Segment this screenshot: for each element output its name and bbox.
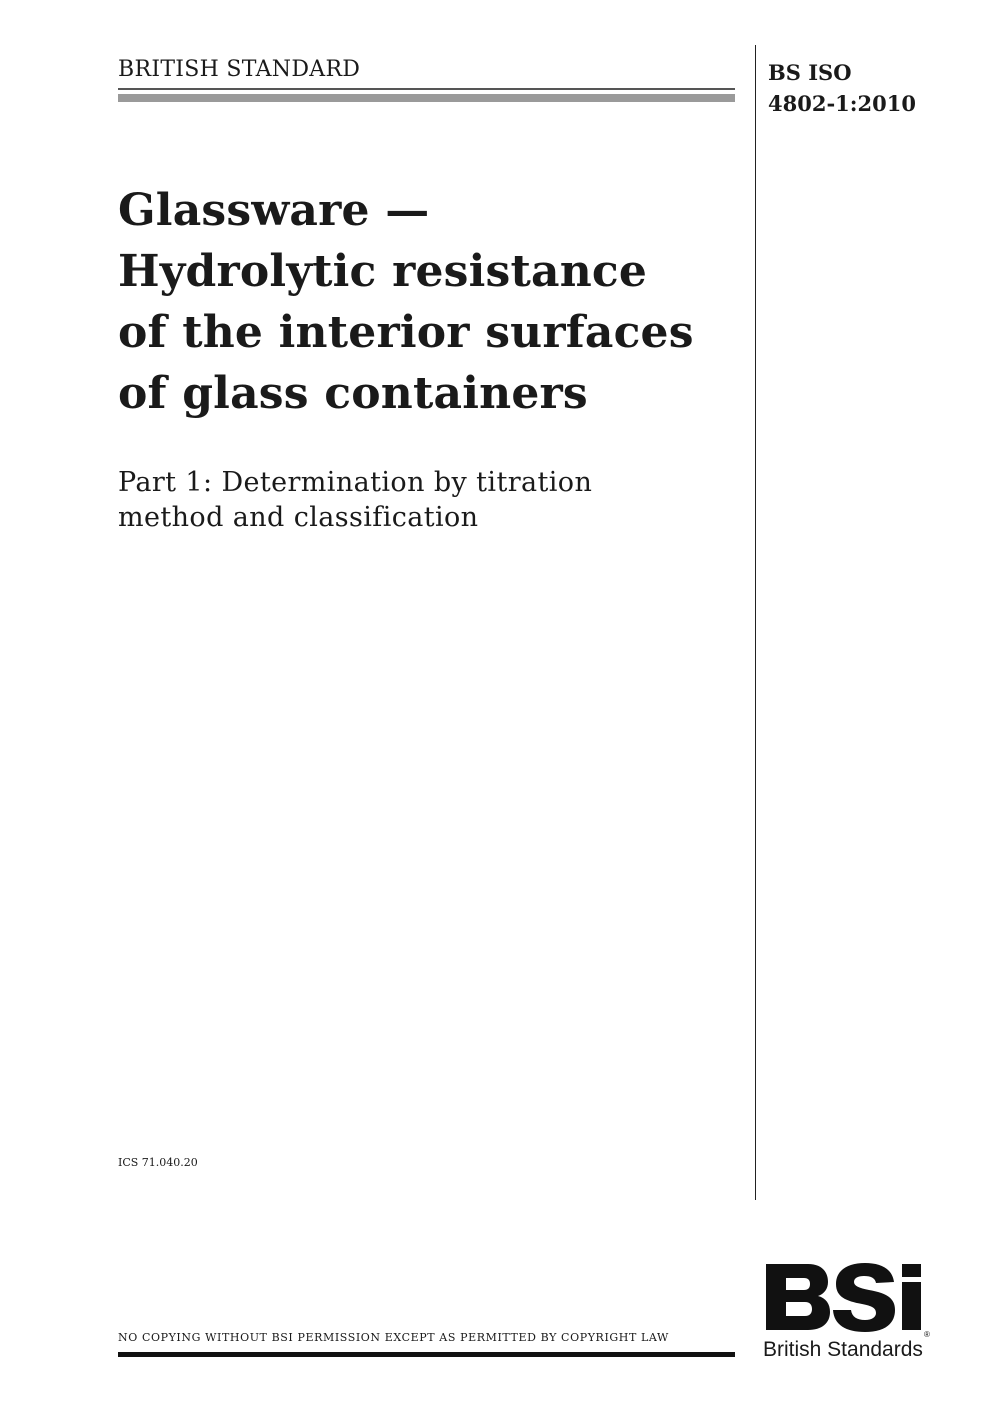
header-rule-thin <box>118 88 735 90</box>
registered-mark: ® <box>924 1330 930 1339</box>
document-title <box>118 180 738 424</box>
footer-rule <box>118 1352 735 1357</box>
standard-number-line1: BS ISO <box>768 60 852 85</box>
part-title <box>118 465 738 535</box>
vertical-divider <box>755 45 756 1200</box>
bsi-brand-name: British Standards <box>763 1338 923 1361</box>
copyright-notice: NO COPYING WITHOUT BSI PERMISSION EXCEPT AS PERMITTED BY COPYRIGHT LAW <box>118 1331 669 1344</box>
title-line: Hydrolytic resistance <box>118 246 648 297</box>
standard-number <box>768 57 916 119</box>
title-line: of glass containers <box>118 368 588 419</box>
title-line: of the interior surfaces <box>118 307 694 358</box>
ics-code: ICS 71.040.20 <box>118 1156 198 1169</box>
part-title-line: Part 1: Determination by titration <box>118 467 593 498</box>
part-title-line: method and classification <box>118 502 479 533</box>
title-line: Glassware — <box>118 185 430 236</box>
standard-number-line2: 4802-1:2010 <box>768 91 916 116</box>
header-rule-thick <box>118 94 735 102</box>
document-type-label: BRITISH STANDARD <box>118 57 361 82</box>
